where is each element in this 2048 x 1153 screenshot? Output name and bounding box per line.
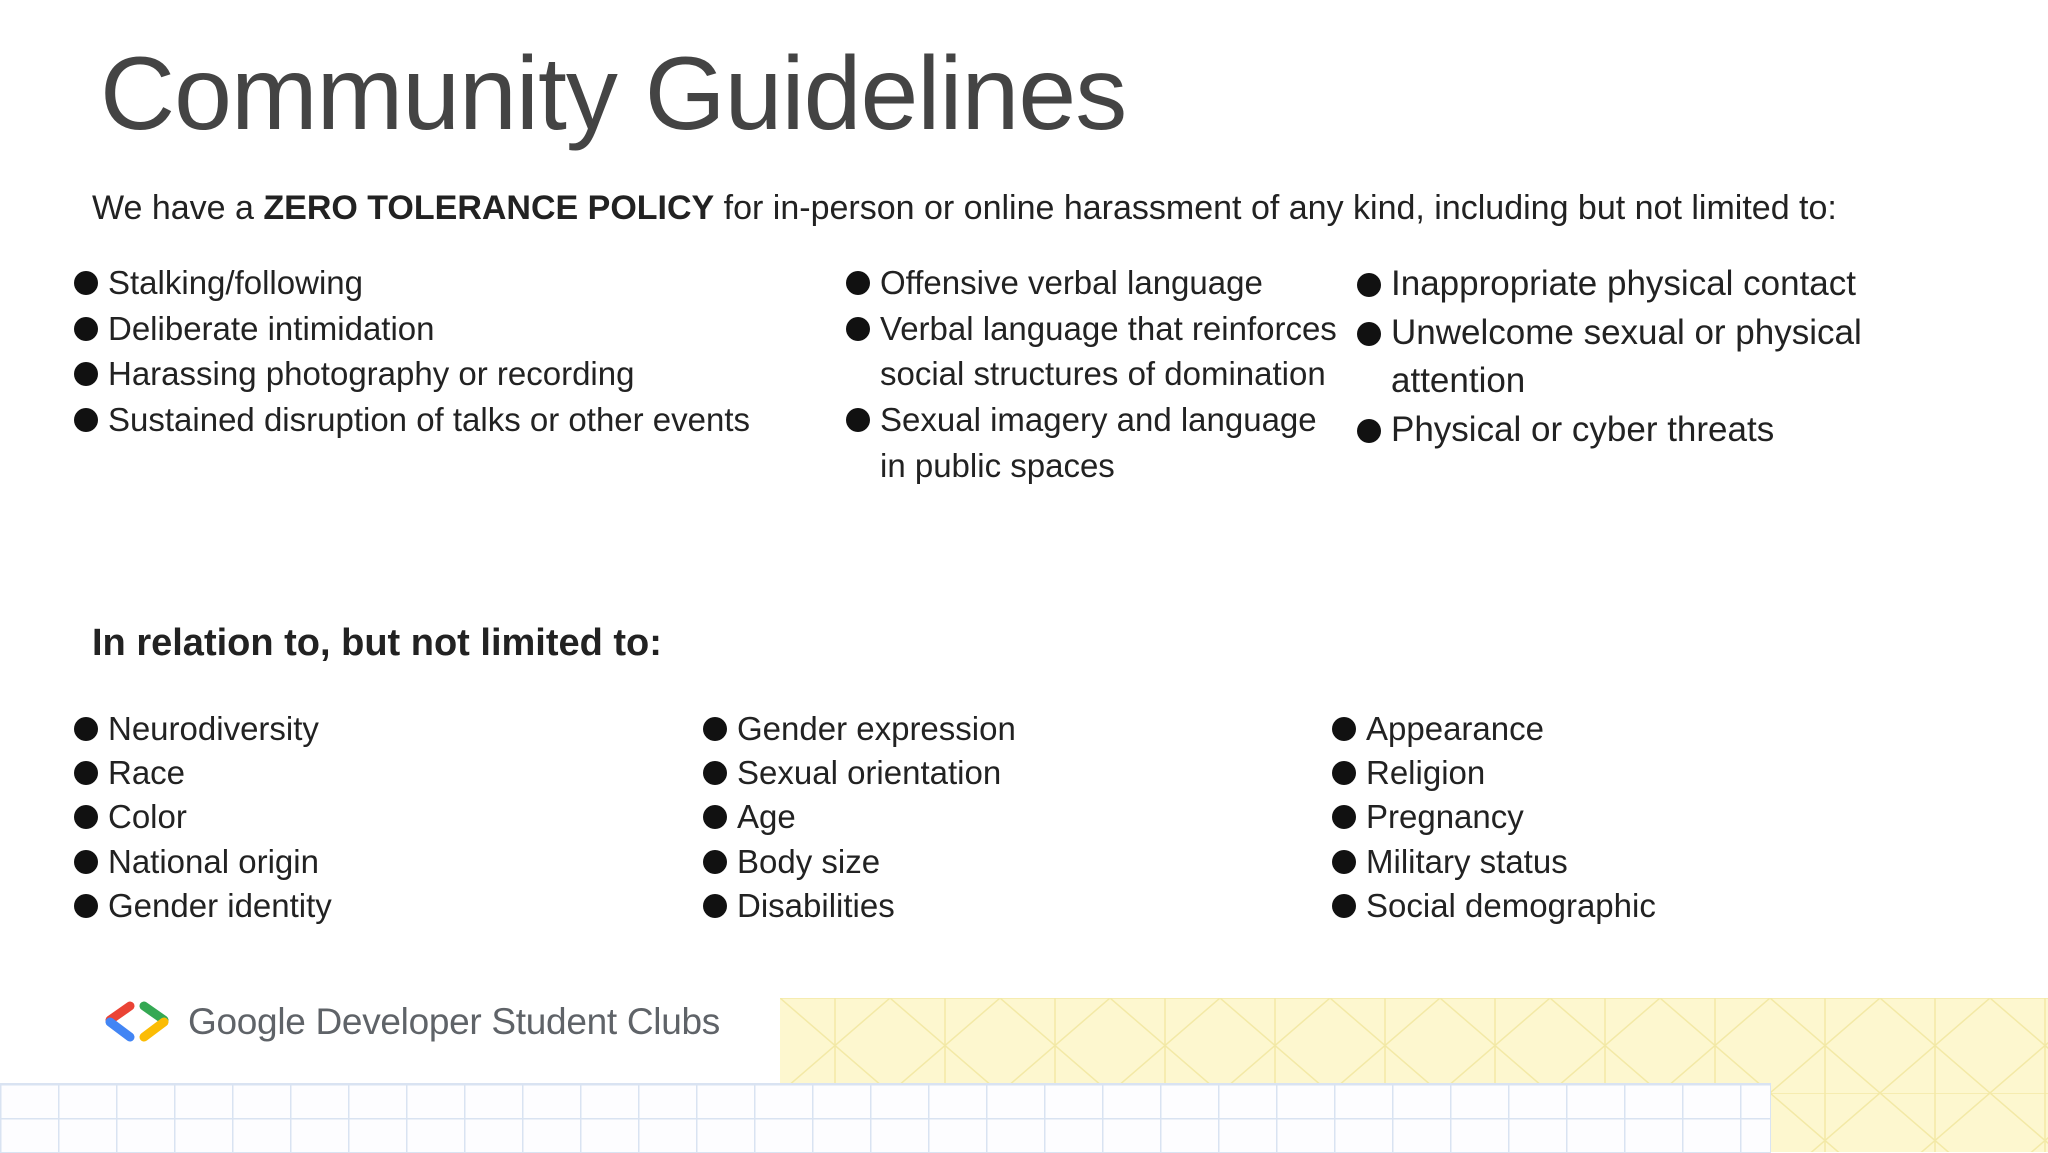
list-item: National origin [74,840,674,884]
bullet-icon [703,761,727,785]
bullet-icon [846,408,870,432]
list-item: Color [74,795,674,839]
list-item: Appearance [1332,707,1932,751]
list-item: Neurodiversity [74,707,674,751]
gdsc-brackets-icon [100,1000,174,1044]
bullet-icon [1357,273,1381,297]
list-item: Age [703,795,1303,839]
bullet-icon [1332,850,1356,874]
gdsc-logo [100,1000,720,1044]
bullet-icon [74,362,98,386]
bullet-icon [74,317,98,341]
bullet-icon [703,894,727,918]
brand-text: Google Developer Student Clubs [188,1001,720,1042]
protected-attributes-heading: In relation to, but not limited to: [92,622,662,664]
list-item: Pregnancy [1332,795,1932,839]
bullet-icon [74,894,98,918]
list-item: Stalking/following [74,260,834,306]
list-item: Offensive verbal language [846,260,1346,306]
harassment-list-1 [74,260,834,443]
harassment-list-3 [1357,260,1937,454]
bullet-icon [74,850,98,874]
page-title: Community Guidelines [100,36,1127,152]
harassment-list-2 [846,260,1346,489]
list-item: Gender expression [703,707,1303,751]
bullet-icon [74,408,98,432]
list-item: Verbal language that reinforces social structures of domination [846,306,1346,397]
list-item: Body size [703,840,1303,884]
intro-prefix: We have a [92,189,264,227]
list-item: Disabilities [703,884,1303,928]
bullet-icon [703,717,727,741]
list-item: Inappropriate physical contact [1357,260,1937,309]
list-item: Race [74,751,674,795]
bullet-icon [703,850,727,874]
list-item: Sexual imagery and language in public spaces [846,397,1346,488]
zero-tolerance-emphasis: ZERO TOLERANCE POLICY [263,189,715,227]
list-item: Physical or cyber threats [1357,406,1937,455]
bullet-icon [1357,322,1381,346]
bullet-icon [74,717,98,741]
list-item: Unwelcome sexual or physical attention [1357,309,1937,406]
list-item: Religion [1332,751,1932,795]
bullet-icon [74,805,98,829]
list-item: Sexual orientation [703,751,1303,795]
bullet-icon [1332,805,1356,829]
intro-suffix: for in-person or online harassment of any kind, including but not limited to: [714,189,1837,227]
bullet-icon [1357,419,1381,443]
decorative-grid-band [0,1083,1771,1153]
attribute-list-2 [703,707,1303,928]
list-item: Deliberate intimidation [74,306,834,352]
attribute-list-1 [74,707,674,928]
bullet-icon [1332,761,1356,785]
list-item: Social demographic [1332,884,1932,928]
bullet-icon [74,761,98,785]
bullet-icon [1332,717,1356,741]
list-item: Harassing photography or recording [74,351,834,397]
attribute-list-3 [1332,707,1932,928]
list-item: Military status [1332,840,1932,884]
bullet-icon [1332,894,1356,918]
policy-intro [92,187,1837,229]
bullet-icon [846,271,870,295]
bullet-icon [703,805,727,829]
list-item: Sustained disruption of talks or other events [74,397,834,443]
list-item: Gender identity [74,884,674,928]
bullet-icon [846,317,870,341]
bullet-icon [74,271,98,295]
